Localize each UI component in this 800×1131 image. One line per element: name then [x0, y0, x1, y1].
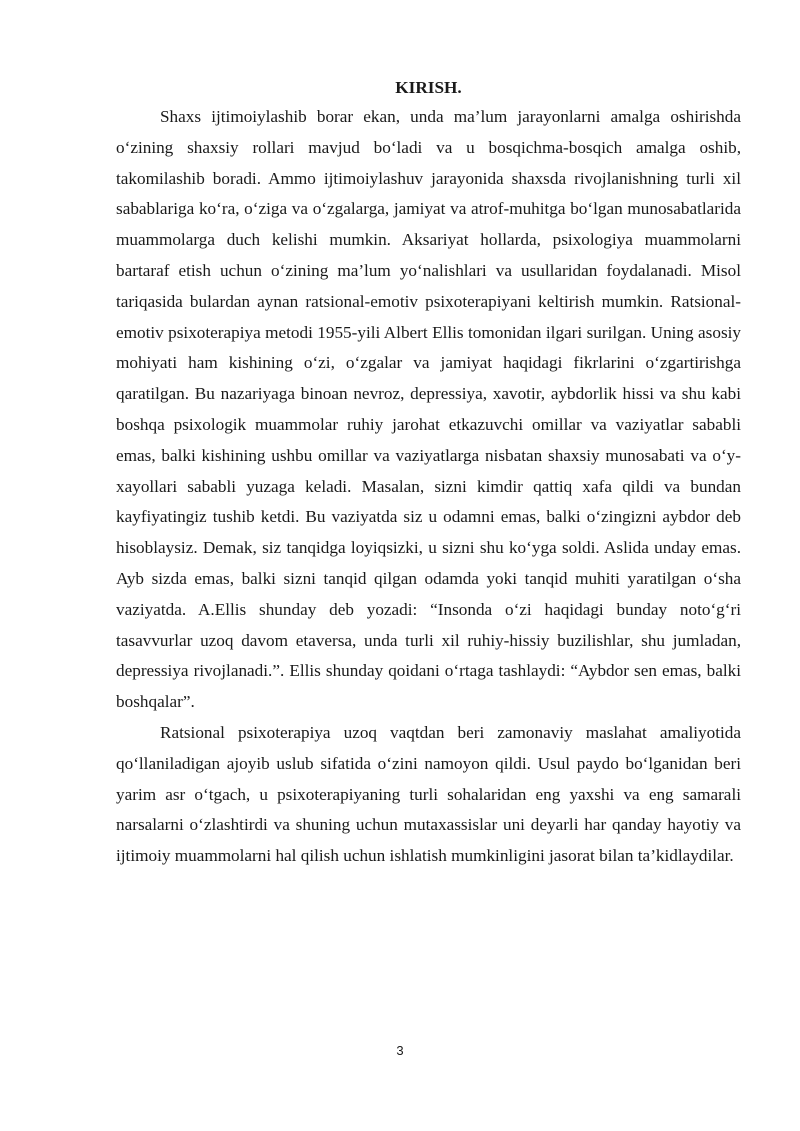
page-number: 3 — [396, 1043, 404, 1058]
paragraph-1: Shaxs ijtimoiylashib borar ekan, unda ma’lum jarayonlarni amalga oshirishda o‘zining shaxsiy rollari mavjud bo‘ladi va u bosqichma-bosqich amalga oshib, takomilashib boradi. Ammo ijtimoiylashuv jarayonida shaxsda rivojlanishning turli xil sabablariga ko‘ra, o‘ziga va o‘zgalarga, jamiyat va atrof-muhitga bo‘lgan munosabatlarida muammolarga duch kelishi mumkin. Aksariyat hollarda, psixologiya muammolarni bartaraf etish uchun o‘zining ma’lum yo‘nalishlari va usullaridan foydalanadi. Misol tariqasida bulardan aynan ratsional-emotiv psixoterapiyani keltirish mumkin. Ratsional-emotiv psixoterapiya metodi 1955-yili Albert Ellis tomonidan ilgari surilgan. Uning asosiy mohiyati ham kishining o‘zi, o‘zgalar va jamiyat haqidagi fikrlarini o‘zgartirishga qaratilgan. Bu nazariyaga binoan nevroz, depressiya, xavotir, aybdorlik hissi va shu kabi boshqa psixologik muammolar ruhiy jarohat etkazuvchi omillar va vaziyatlar sababli emas, balki kishining ushbu omillar va vaziyatlarga nisbatan shaxsiy munosabati va o‘y-xayollari sababli yuzaga keladi. Masalan, sizni kimdir qattiq xafa qildi va bundan kayfiyatingiz tushib ketdi. Bu vaziyatda siz u odamni emas, balki o‘zingizni aybdor deb hisoblaysiz. Demak, siz tanqidga loyiqsizki, u sizni shu ko‘yga soldi. Aslida unday emas. Ayb sizda emas, balki sizni tanqid qilgan odamda yoki tanqid muhiti yaratilgan o‘sha vaziyatda. A.Ellis shunday deb yozadi: “Insonda o‘zi haqidagi bunday noto‘g‘ri tasavvurlar uzoq davom etaversa, unda turli xil ruhiy-hissiy buzilishlar, shu jumladan, depressiya rivojlanadi.”. Ellis shunday qoidani o‘rtaga tashlaydi: “Aybdor sen emas, balki boshqalar”. — [116, 107, 741, 712]
paragraph-2: Ratsional psixoterapiya uzoq vaqtdan beri zamonaviy maslahat amaliyotida qo‘llaniladigan ajoyib uslub sifatida o‘zini namoyon qildi. Usul paydo bo‘lganidan beri yarim asr o‘tgach, u psixoterapiyaning turli sohalaridan eng yaxshi va eng samarali narsalarni o‘zlashtirdi va shuning uchun mutaxassislar uni deyarli har qanday hayotiy va ijtimoiy muammolarni hal qilish uchun ishlatish mumkinligini jasorat bilan ta’kidlaydilar. — [116, 722, 741, 866]
section-title: KIRISH. — [395, 78, 462, 97]
document-page — [116, 76, 741, 872]
